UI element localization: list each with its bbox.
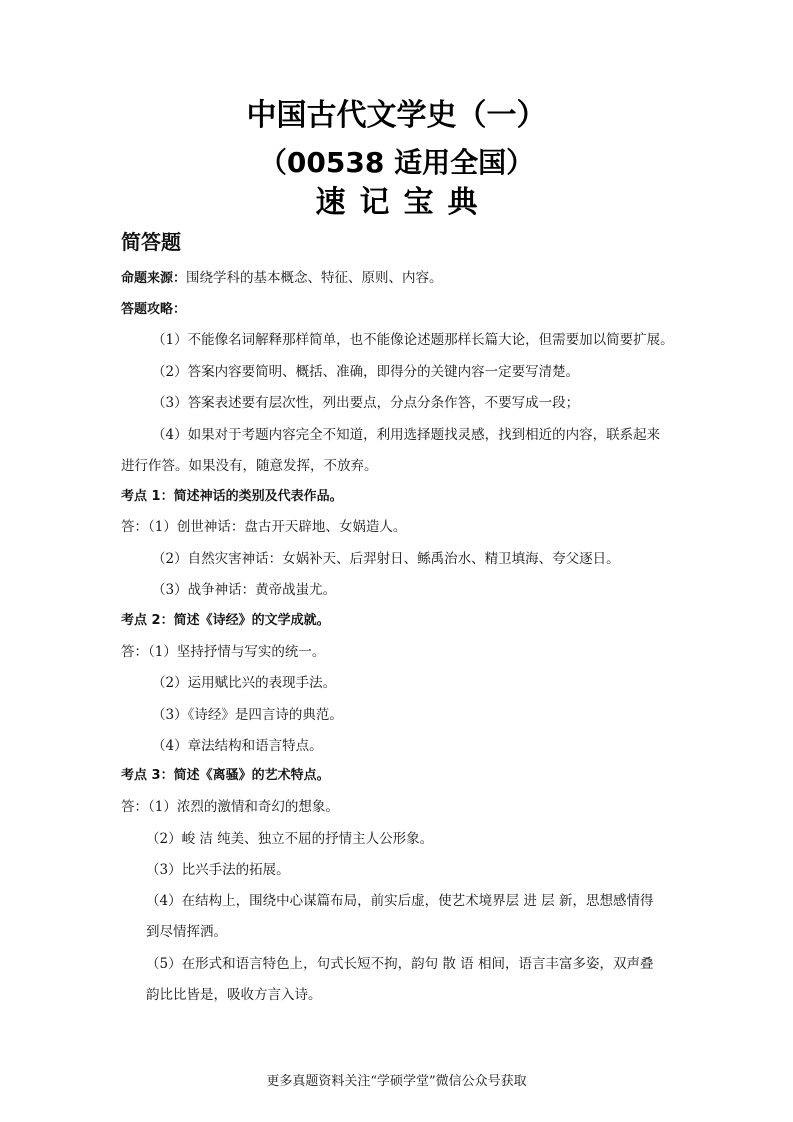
strategy-item: （4）如果对于考题内容完全不知道，利用选择题找灵感，找到相近的内容，联系起来 xyxy=(152,427,661,443)
answer-line: （3）《诗经》是四言诗的典范。 xyxy=(152,707,343,723)
answer-line: （2）自然灾害神话：女娲补天、后羿射日、鲧禹治水、精卫填海、夸父逐日。 xyxy=(152,551,620,567)
document-title: 中国古代文学史（一） xyxy=(246,98,547,133)
document-tagline: 速记宝典 xyxy=(315,185,492,220)
answer-line: （2）峻 洁 纯美、独立不屈的抒情主人公形象。 xyxy=(146,831,434,847)
answer-line: （4）在结构上，围绕中心谋篇布局，前实后虚，使艺术境界层 进 层 新，思想感情得 xyxy=(146,893,654,909)
strategy-item-continued: 进行作答。如果没有，随意发挥，不放弃。 xyxy=(121,458,378,474)
answer-line: （2）运用赋比兴的表现手法。 xyxy=(152,675,337,691)
answer-line-continued: 到尽情挥洒。 xyxy=(146,924,227,940)
answer-line: 答：（1）浓烈的激情和奇幻的想象。 xyxy=(121,799,339,815)
page-footer: 更多真题资料关注“学硕学堂”微信公众号获取 xyxy=(266,1074,527,1089)
section-heading: 简答题 xyxy=(121,230,181,254)
source-line xyxy=(121,268,681,289)
strategy-item: （1）不能像名词解释那样简单，也不能像论述题那样长篇大论，但需要加以简要扩展。 xyxy=(152,332,674,348)
strategy-item: （3）答案表述要有层次性，列出要点，分点分条作答，不要写成一段； xyxy=(152,395,580,411)
answer-line: （3）比兴手法的拓展。 xyxy=(146,862,290,878)
strategy-item: （2）答案内容要简明、概括、准确，即得分的关键内容一定要写清楚。 xyxy=(152,364,580,380)
point-heading: 考点 3：简述《离骚》的艺术特点。 xyxy=(121,768,330,783)
answer-line: （5）在形式和语言特色上，句式长短不拘，韵句 散 语 相间，语言丰富多姿，双声叠 xyxy=(146,956,654,972)
answer-line: 答：（1）创世神话：盘古开天辟地、女娲造人。 xyxy=(121,519,407,535)
answer-line: （3）战争神话：黄帝战蚩尤。 xyxy=(152,582,337,598)
strategy-label: 答题攻略： xyxy=(121,302,187,317)
point-heading: 考点 1：简述神话的类别及代表作品。 xyxy=(121,489,343,504)
point-heading: 考点 2：简述《诗经》的文学成就。 xyxy=(121,613,330,628)
source-label: 命题来源： xyxy=(121,271,187,286)
answer-line: （4）章法结构和语言特点。 xyxy=(152,738,323,754)
answer-line-continued: 韵比比皆是，吸收方言入诗。 xyxy=(146,987,322,1003)
source-text: 围绕学科的基本概念、特征、原则、内容。 xyxy=(186,270,443,286)
answer-line: 答：（1）坚持抒情与写实的统一。 xyxy=(121,644,326,660)
document-subtitle: （00538 适用全国） xyxy=(258,146,535,179)
